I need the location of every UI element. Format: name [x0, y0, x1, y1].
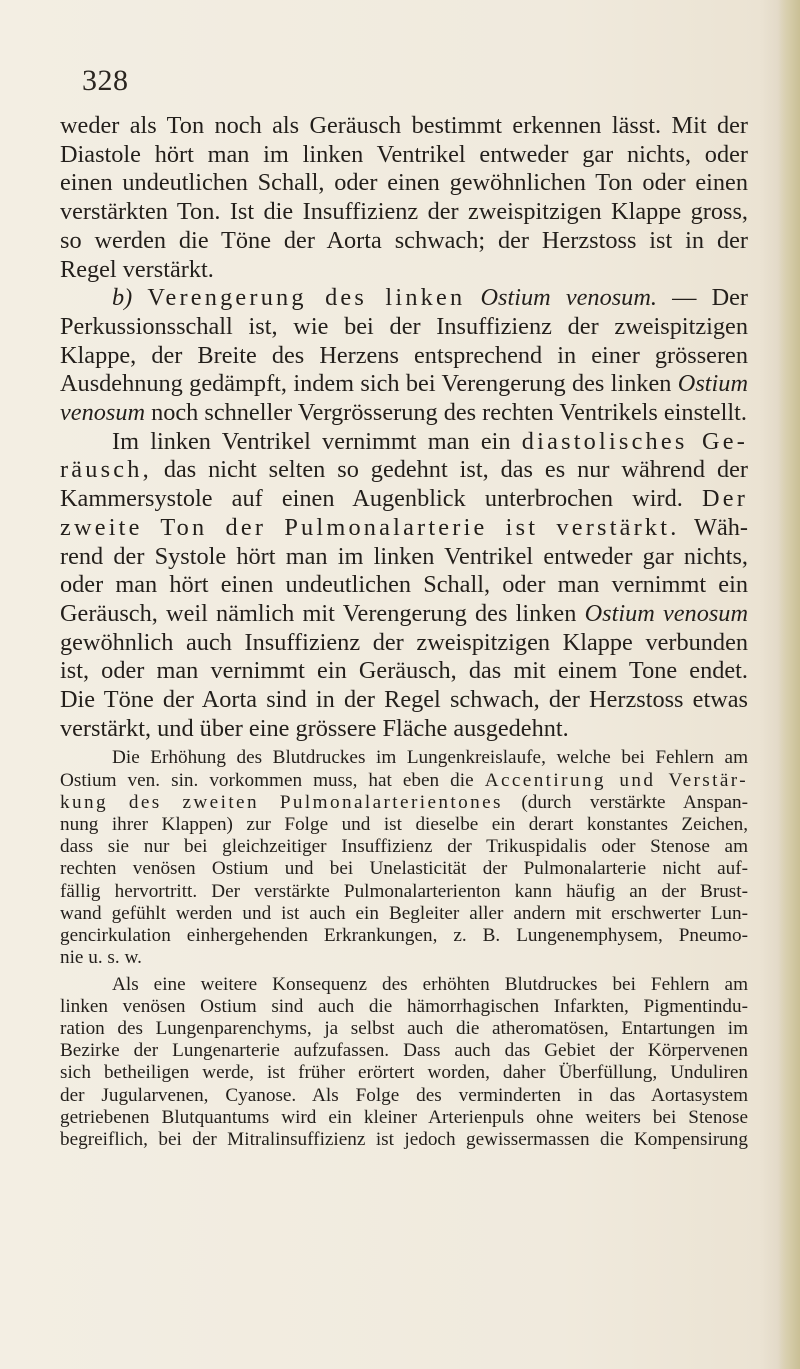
- emphasis-text: diastolisches Ge-: [521, 427, 749, 455]
- small-text-line: rechten venösen Ostium und bei Unelasticität der Pulmonalarterie nicht auf-: [60, 858, 748, 880]
- latin-term: venosum: [60, 399, 146, 427]
- latin-term: Ostium venosum.: [480, 284, 657, 312]
- small-text-line: Als eine weitere Konsequenz des erhöhten Blutdruckes bei Fehlern am: [112, 973, 748, 995]
- text-line: räusch, das nicht selten so gedehnt ist, das es nur während der: [60, 456, 749, 484]
- latin-term: Ostium: [677, 370, 748, 398]
- text-line: einen undeutlichen Schall, oder einen gewöhnlichen Ton oder einen: [60, 169, 748, 197]
- page-edge-shadow: [778, 0, 800, 1369]
- small-text-line: Ostium ven. sin. vorkommen muss, hat eben die Accentirung und Verstär-: [60, 769, 748, 791]
- text-line: Die Töne der Aorta sind in der Regel schwach, der Herzstoss etwas: [60, 686, 748, 714]
- emphasis-text: Der: [701, 485, 748, 513]
- text-line: verstärkt, und über eine grössere Fläche ausgedehnt.: [60, 714, 569, 742]
- text-line: Perkussionsschall ist, wie bei der Insuffizienz der zweispitzigen: [60, 312, 748, 340]
- section-label: b): [112, 284, 133, 312]
- small-text-line: nie u. s. w.: [60, 947, 142, 969]
- section-heading: Verengerung des linken: [147, 284, 466, 312]
- page-number: 328: [82, 64, 129, 97]
- small-text-line: begreiflich, bei der Mitralinsuffizienz ist jedoch gewissermassen die Kompensirung: [60, 1128, 748, 1150]
- small-text-line: Bezirke der Lungenarterie aufzufassen. Dass auch das Gebiet der Körpervenen: [60, 1040, 748, 1062]
- text-line: zweite Ton der Pulmonalarterie ist verstärkt. Wäh-: [60, 513, 748, 541]
- small-text-line: wand gefühlt werden und ist auch ein Begleiter aller andern mit erschwerter Lun-: [60, 902, 748, 924]
- small-print-block: [60, 747, 748, 1151]
- small-text-line: der Jugularvenen, Cyanose. Als Folge des verminderten in das Aortasystem: [60, 1084, 748, 1106]
- small-text-line: nung ihrer Klappen) zur Folge und ist dieselbe ein derart konstantes Zeichen,: [60, 814, 748, 836]
- text-line: Regel verstärkt.: [60, 255, 214, 283]
- text-line: weder als Ton noch als Geräusch bestimmt erkennen lässt. Mit der: [60, 112, 748, 139]
- emphasis-text: Accentirung und Verstär-: [484, 769, 748, 791]
- text-line: Kammersystole auf einen Augenblick unterbrochen wird. Der: [60, 485, 748, 513]
- small-text-line: gencirkulation einhergehenden Erkrankungen, z. B. Lungenemphysem, Pneumo-: [60, 925, 748, 947]
- small-text-line: getriebenen Blutquantums wird ein kleiner Arterienpuls ohne weiters bei Stenose: [60, 1106, 748, 1128]
- text-line: Im linken Ventrikel vernimmt man ein diastolisches Ge-: [112, 427, 749, 455]
- emphasis-text: kung des zweiten Pulmonalarterientones: [60, 791, 503, 813]
- text-line: Geräusch, weil nämlich mit Verengerung des linken Ostium venosum: [60, 599, 748, 627]
- text-line: Klappe, der Breite des Herzens entsprechend in einer grösseren: [60, 341, 748, 369]
- small-text-line: sich betheiligen werde, ist früher erörtert worden, daher Überfüllung, Unduliren: [60, 1062, 748, 1084]
- emphasis-text: räusch,: [60, 456, 152, 484]
- text-line: verstärkten Ton. Ist die Insuffizienz der zweispitzigen Klappe gross,: [60, 198, 748, 226]
- small-text-line: Die Erhöhung des Blutdruckes im Lungenkreislaufe, welche bei Fehlern am: [112, 747, 748, 769]
- text-line: Ausdehnung gedämpft, indem sich bei Verengerung des linken Ostium: [60, 370, 748, 398]
- small-text-line: kung des zweiten Pulmonalarterientones (durch verstärkte Anspan-: [60, 791, 748, 813]
- text-line: gewöhnlich auch Insuffizienz der zweispitzigen Klappe verbunden: [60, 628, 748, 656]
- emphasis-text: zweite Ton der Pulmonalarterie ist verstärkt.: [60, 513, 680, 541]
- small-text-line: ration des Lungenparenchyms, ja selbst auch die atheromatösen, Entartungen im: [60, 1017, 748, 1039]
- main-text-block: [60, 112, 748, 1151]
- text-line: venosum noch schneller Vergrösserung des rechten Ventrikels einstellt.: [60, 399, 747, 427]
- text-line: ist, oder man vernimmt ein Geräusch, das mit einem Tone endet.: [60, 657, 748, 685]
- latin-term: Ostium venosum: [584, 599, 748, 627]
- text-line: so werden die Töne der Aorta schwach; der Herzstoss ist in der: [60, 226, 748, 254]
- small-text-line: fällig hervortritt. Der verstärkte Pulmonalarterienton kann häufig an der Brust-: [60, 880, 748, 902]
- section-heading-line: b) Verengerung des linken Ostium venosum. — Der: [112, 284, 748, 312]
- text-line: Diastole hört man im linken Ventrikel entweder gar nichts, oder: [60, 140, 748, 168]
- text-line: oder man hört einen undeutlichen Schall, oder man vernimmt ein: [60, 571, 748, 599]
- small-text-line: dass sie nur bei gleichzeitiger Insuffizienz der Trikuspidalis oder Stenose am: [60, 836, 748, 858]
- small-text-line: linken venösen Ostium sind auch die hämorrhagischen Infarkten, Pigmentindu-: [60, 995, 748, 1017]
- text-line: rend der Systole hört man im linken Ventrikel entweder gar nichts,: [60, 542, 748, 570]
